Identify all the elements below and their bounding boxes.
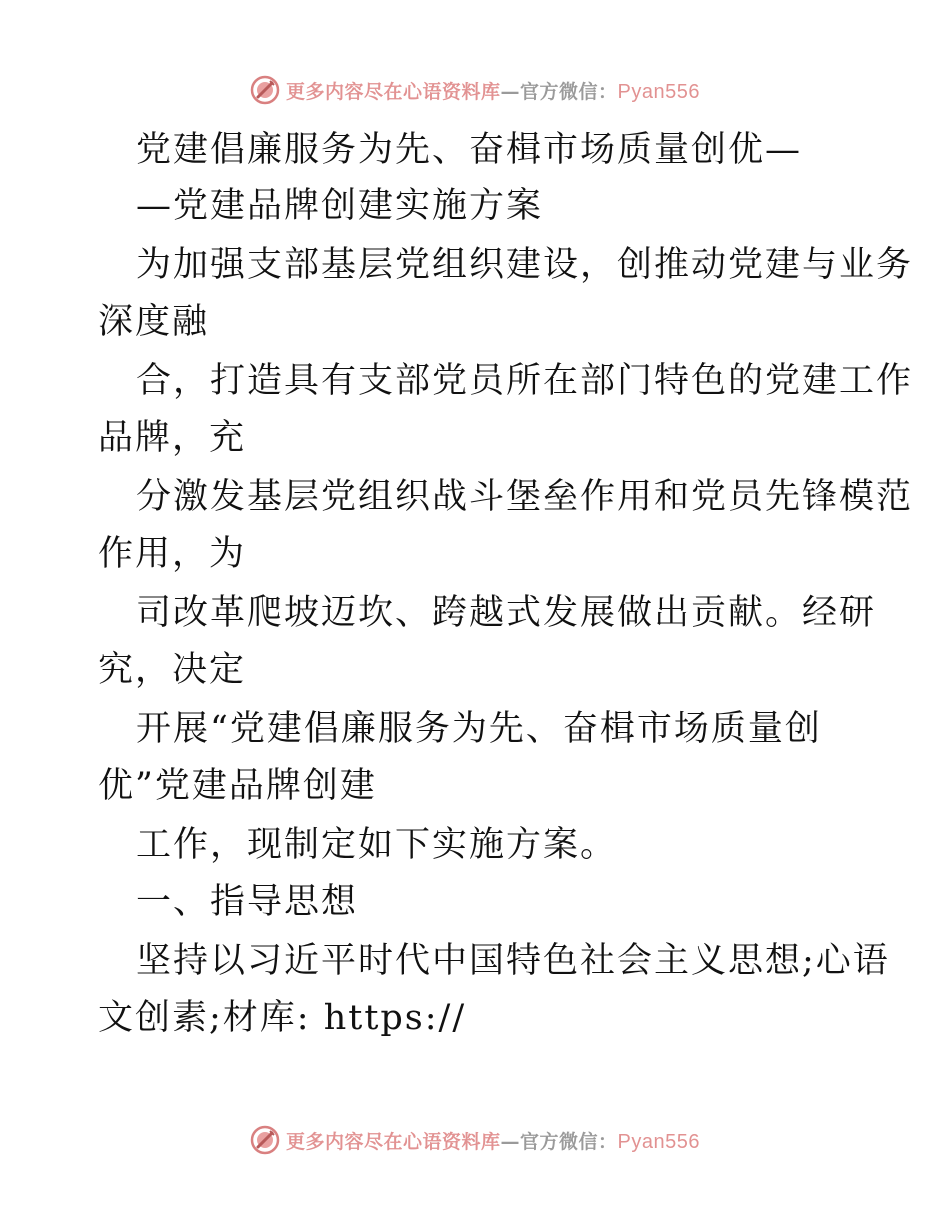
doc-paragraph-line: 开展“党建倡廉服务为先、奋楫市场质量创 [136,709,822,749]
doc-title-line-2: —党建品牌创建实施方案 [136,186,544,226]
doc-paragraph-line: 作用，为 [98,534,247,574]
watermark-logo-icon [250,1125,280,1155]
doc-paragraph-line: 深度融 [98,302,210,342]
watermark-logo-icon [250,75,280,105]
watermark-id: Pyan556 [617,80,700,103]
doc-paragraph-line: 坚持以习近平时代中国特色社会主义思想;心语 [136,941,890,981]
watermark-label: 官方微信： [520,80,618,103]
doc-paragraph-line: 司改革爬坡迈坎、跨越式发展做出贡献。经研 [136,593,877,633]
doc-section-heading: 一、指导思想 [136,882,359,922]
doc-paragraph-line: 分激发基层党组织战斗堡垒作用和党员先锋模范 [136,477,914,517]
watermark-banner-bottom [0,1120,950,1160]
doc-paragraph-line: 合，打造具有支部党员所在部门特色的党建工作 [136,361,914,401]
watermark-text [286,1127,700,1154]
watermark-site: 更多内容尽在心语资料库 [286,80,501,103]
doc-paragraph-line: 优”党建品牌创建 [98,766,377,806]
watermark-label: 官方微信： [520,1130,618,1153]
watermark-dash: — [500,1130,521,1153]
watermark-id: Pyan556 [617,1130,700,1153]
doc-paragraph-line: 品牌，充 [98,418,247,458]
watermark-banner-top [0,70,950,110]
doc-title-line-1: 党建倡廉服务为先、奋楫市场质量创优— [136,130,803,170]
doc-paragraph-line: 文创素;材库: https:// [98,998,467,1038]
watermark-dash: — [500,80,521,103]
doc-paragraph-line: 为加强支部基层党组织建设，创推动党建与业务 [136,245,914,285]
watermark-text [286,77,700,104]
doc-paragraph-line: 工作，现制定如下实施方案。 [136,825,618,865]
watermark-site: 更多内容尽在心语资料库 [286,1130,501,1153]
doc-paragraph-line: 究，决定 [98,650,247,690]
